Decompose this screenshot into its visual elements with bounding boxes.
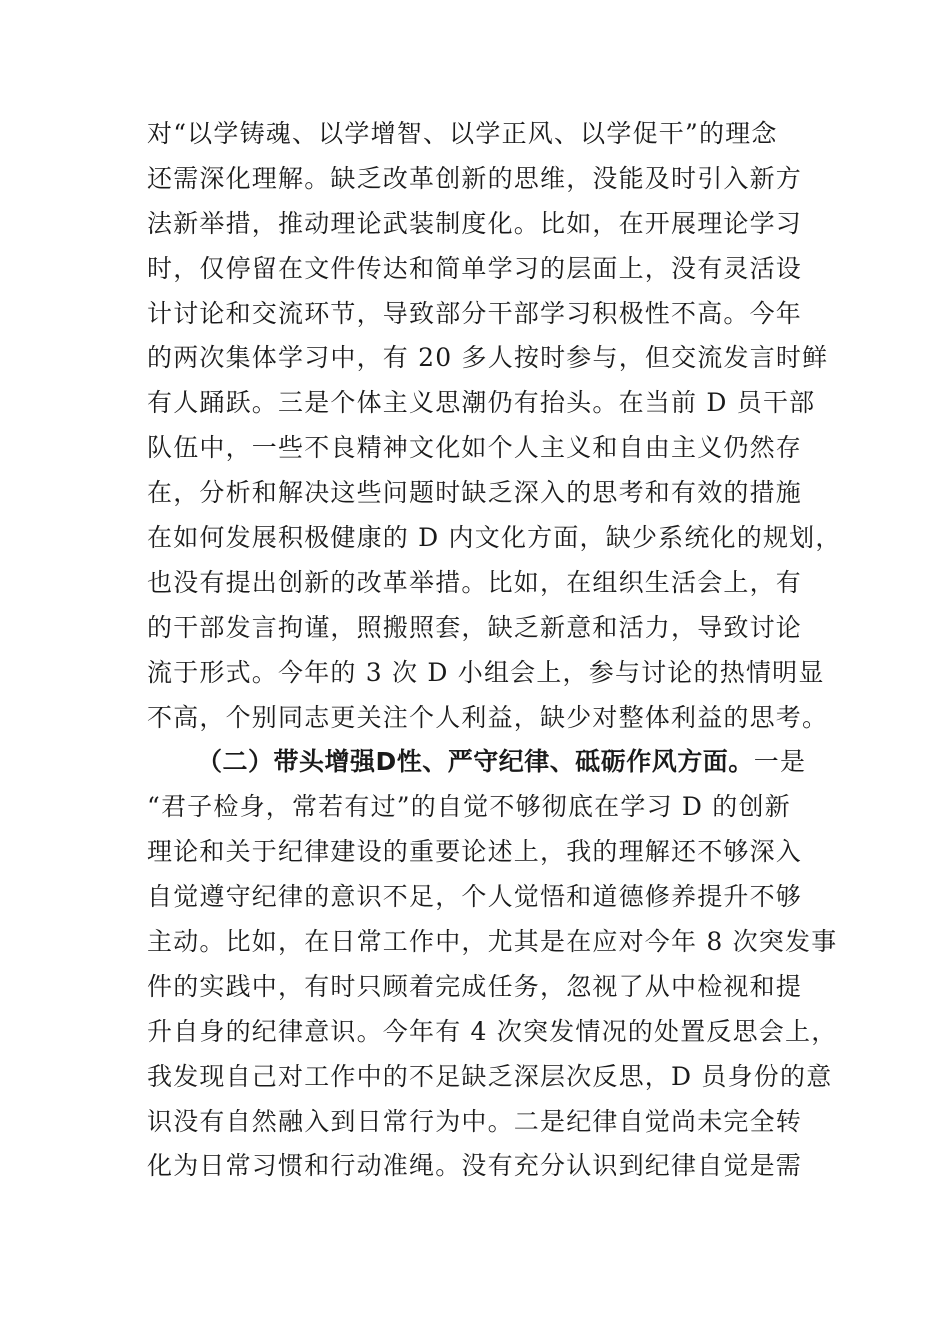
text-line: 我发现自己对工作中的不足缺乏深层次反思，D 员身份的意 [147, 1061, 833, 1091]
text-line: 在，分析和解决这些问题时缺乏深入的思考和有效的措施 [147, 478, 803, 508]
text-line: 队伍中，一些不良精神文化如个人主义和自由主义仍然存 [147, 433, 803, 463]
text-line: 计讨论和交流环节，导致部分干部学习积极性不高。今年 [147, 298, 803, 328]
section-first-line [147, 740, 812, 785]
text-line: 升自身的纪律意识。今年有 4 次突发情况的处置反思会上， [147, 1016, 838, 1046]
text-line: 有人踊跃。三是个体主义思潮仍有抬头。在当前 D 员干部 [147, 388, 816, 418]
text-line: 化为日常习惯和行动准绳。没有充分认识到纪律自觉是需 [147, 1151, 803, 1181]
text-line: 的干部发言拘谨，照搬照套，缺乏新意和活力，导致讨论 [147, 612, 803, 642]
text-line: 在如何发展积极健康的 D 内文化方面，缺少系统化的规划， [147, 523, 842, 553]
text-line: 对“以学铸魂、以学增智、以学正风、以学促干”的理念 [147, 119, 778, 148]
text-line: 主动。比如，在日常工作中，尤其是在应对今年 8 次突发事 [147, 927, 838, 957]
text-line: 也没有提出创新的改革举措。比如，在组织生活会上，有 [147, 567, 803, 597]
text-line: 件的实践中，有时只顾着完成任务，忽视了从中检视和提 [147, 971, 803, 1001]
text-line: “君子检身，常若有过”的自觉不够彻底在学习 D 的创新 [147, 792, 791, 822]
text-line: 法新举措，推动理论武装制度化。比如，在开展理论学习 [147, 208, 803, 238]
body-text [147, 112, 842, 1189]
text-line: 流于形式。今年的 3 次 D 小组会上，参与讨论的热情明显 [147, 657, 825, 687]
text-line: 的两次集体学习中，有 20 多人按时参与，但交流发言时鲜 [147, 343, 829, 373]
text-line: 不高，个别同志更关注个人利益，缺少对整体利益的思考。 [147, 702, 829, 732]
text-line: 自觉遵守纪律的意识不足，个人觉悟和道德修养提升不够 [147, 882, 803, 912]
text-line: 识没有自然融入到日常行为中。二是纪律自觉尚未完全转 [147, 1106, 803, 1136]
text-line: 时，仅停留在文件传达和简单学习的层面上，没有灵活设 [147, 253, 803, 283]
text-line: 还需深化理解。缺乏改革创新的思维，没能及时引入新方 [147, 163, 803, 193]
section-heading: （二）带头增强D性、严守纪律、砥砺作风方面。 [197, 747, 754, 777]
section-first-line-rest: 一是 [753, 747, 807, 777]
text-line: 理论和关于纪律建设的重要论述上，我的理解还不够深入 [147, 837, 803, 867]
